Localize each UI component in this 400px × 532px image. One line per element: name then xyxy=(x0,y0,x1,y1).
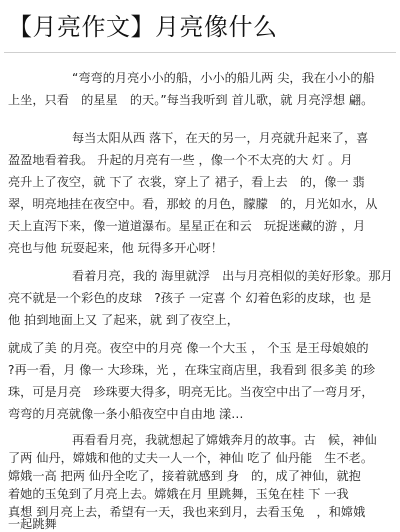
text-line: 看着月亮，我的 海里就浮 出与月亮相似的美好形象。那月 xyxy=(72,269,393,283)
text-line: 盈盈地看着我。 升起的月亮有一些 ，像一个不太亮的大 灯 。月 xyxy=(8,153,353,167)
text-line: 翠，明亮地挂在夜空中。看，那蛟 的月色，朦朦 的，月光如水，从 xyxy=(8,197,378,211)
text-line: 真想 到月亮上去，希望有一天，我也来到月，去看玉兔 ，和嫦娥 xyxy=(8,505,366,519)
text-line: 着她的玉兔到了月亮上去。嫦娥在月 里跳舞，玉兔在桂 下 一我 xyxy=(8,487,349,501)
text-line: 每当太阳从西 落下，在天的另一，月亮就升起来了，喜 xyxy=(72,131,369,145)
text-line: 亮也与他 玩耍起来，他 玩得多开心呀！ xyxy=(8,241,223,255)
text-line: 再看看月亮，我就想起了嫦娥奔月的故事。古 候，神仙 xyxy=(72,433,377,447)
text-line: 弯弯的月亮就像一条小船夜空中自由地 漾… xyxy=(8,407,244,421)
text-line: 他 拍到地面上又 了起来，就 到了夜空上， xyxy=(8,313,239,327)
text-line: 了两 仙丹，嫦娥和他的丈夫一人一个，神仙 吃了 仙丹能 生不老。 xyxy=(8,451,374,465)
text-line: “弯弯的月亮小小的船，小小的船儿两 尖，我在小小的船 xyxy=(72,71,375,85)
text-line: 天上直泻下来，像一道道瀑布。星星正在和云 玩捉迷藏的游 ，月 xyxy=(8,219,366,233)
text-line: 一起跳舞 xyxy=(8,517,57,531)
text-line: 上坐，只看 的星星 的天。”每当我听到 首儿歌，就 月亮浮想 翩。 xyxy=(8,93,374,107)
text-line: 亮升上了夜空，就 下了 衣裳，穿上了 裙子，看上去 的，像一 翡 xyxy=(8,175,365,189)
text-line: 珠，可是月亮 珍珠要大得多，明亮无比。当夜空中出了一弯月牙， xyxy=(8,385,374,399)
text-line: 就成了美 的月亮。夜空中的月亮 像一个大玉 ， 个玉 是王母娘娘的 xyxy=(8,341,369,355)
article-title: 【月亮作文】月亮像什么 xyxy=(8,13,278,41)
text-line: ?再一看，月 像一 大珍珠，光 ，在珠宝商店里，我看到 很多美 的珍 xyxy=(8,363,376,377)
title-divider xyxy=(4,52,396,53)
text-line: 嫦娥一高 把两 仙丹全吃了，接着就感到 身 的，成了神仙，就抱 xyxy=(8,469,361,483)
text-line: 亮不就是一个彩色的皮球 ?孩子 一定喜 个 幻着色彩的皮球，也 是 xyxy=(8,291,372,305)
